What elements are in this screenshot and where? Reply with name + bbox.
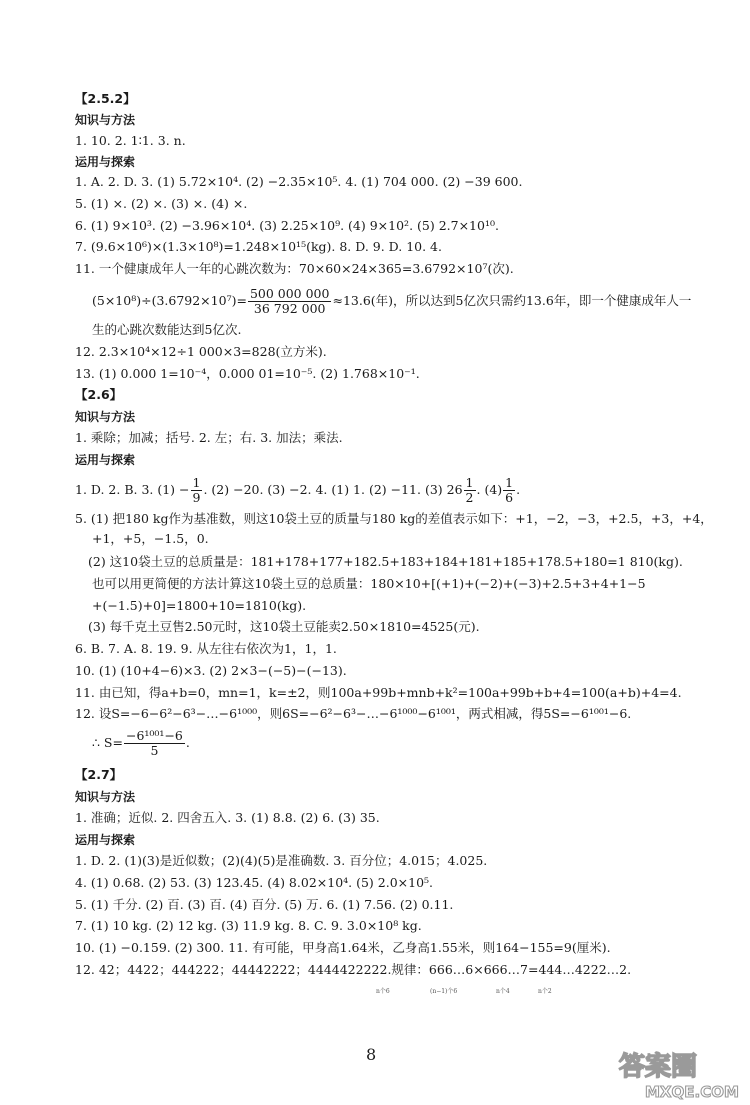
expression-part: . (2) −20. (3) −2. 4. (1) 1. (2) −11. (3) 26 [203,482,463,497]
fraction-denominator: 5 [150,743,159,758]
fraction-denominator: 6 [505,490,514,505]
answer-line: 7. (1) 10 kg. (2) 12 kg. (3) 11.9 kg. 8. C. 9. 3.0×10⁸ kg. [75,918,422,933]
fraction-numerator: 500 000 000 [249,286,330,301]
subsection-title: 知识与方法 [75,790,136,804]
subsection-title: 知识与方法 [75,113,136,127]
answer-line-with-fractions: 1. D. 2. B. 3. (1) − $\frac{1}{9}$ . (2) −20. (3) −2. 4. (1) 1. (2) −11. (3) 26 $\frac{1}{2}$ . (4) $\frac{1}{6}$ . [75,475,521,505]
fraction [124,729,185,758]
answer-line: 13. (1) 0.000 1=10⁻⁴，0.000 01=10⁻⁵. (2) 1.768×10⁻¹. [75,366,420,381]
section-title-2-7: 【2.7】 [75,767,123,782]
expression-rest: ≈13.6(年)，所以达到5亿次只需约13.6年，即一个健康成年人一 [332,293,692,308]
answer-line: 7. (9.6×10⁶)×(1.3×10⁸)=1.248×10¹⁵(kg). 8. D. 9. D. 10. 4. [75,239,442,254]
answer-line: 10. (1) −0.159. (2) 300. 11. 有可能，甲身高1.64米，乙身高1.55米，则164−155=9(厘米). [75,940,611,955]
fraction-denominator: 2 [465,490,474,505]
watermark-logo [615,1045,745,1103]
answer-line: 1. 乘除；加减；括号. 2. 左；右. 3. 加法；乘法. [75,430,343,445]
answer-line: 5. (1) ×. (2) ×. (3) ×. (4) ×. [75,196,248,211]
answer-line: 4. (1) 0.68. (2) 53. (3) 123.45. (4) 8.02×10⁴. (5) 2.0×10⁵. [75,875,434,890]
answer-line: 5. (1) 千分. (2) 百. (3) 百. (4) 百分. (5) 万. 6. (1) 7.56. (2) 0.11. [75,897,454,912]
answer-line: 1. D. 2. (1)(3)是近似数；(2)(4)(5)是准确数. 3. 百分位；4.015；4.025. [75,853,488,868]
fraction-numerator: 1 [465,475,474,490]
expression-part: ∴ S= [92,735,123,750]
brace-note: (n−1)个6 [430,988,458,995]
fraction-denominator: 9 [192,490,201,505]
answer-line-with-fraction [92,284,691,318]
section-title-2-5-2: 【2.5.2】 [75,91,136,106]
subsection-title: 运用与探索 [75,453,136,467]
answer-line: 5. (1) 把180 kg作为基准数，则这10袋土豆的质量与180 kg的差值表示如下：+1，−2，−3，+2.5，+3，+4， [75,511,713,526]
answer-line: 也可以用更简便的方法计算这10袋土豆的总质量：180×10+[(+1)+(−2)+(−3)+2.5+3+4+1−5 [92,576,646,591]
fraction-denominator: 36 792 000 [253,301,326,316]
answer-line: 12. 2.3×10⁴×12÷1 000×3=828(立方米). [75,344,327,359]
answer-line: 11. 由已知，得a+b=0，mn=1，k=±2，则100a+99b+mnb+k²=100a+99b+b+4=100(a+b)+4=4. [75,685,682,700]
answer-line: 12. 42；4422；444222；44442222；4444422222.规律：666…6×666…7=444…4222…2. [75,962,632,977]
answer-line: 1. 准确；近似. 2. 四舍五入. 3. (1) 8.8. (2) 6. (3) 35. [75,810,380,825]
brace-note: n个4 [496,988,510,995]
watermark-text: 答案圈 [619,1052,698,1082]
answer-line: (2) 这10袋土豆的总质量是：181+178+177+182.5+183+184+181+185+178.5+180=1 810(kg). [88,554,683,569]
answer-line: (3) 每千克土豆售2.50元时，这10袋土豆能卖2.50×1810=4525(元). [88,619,480,634]
watermark-domain: MXQE.COM [645,1083,739,1101]
fraction-numerator: −6¹⁰⁰¹−6 [125,728,183,743]
answer-line: 1. A. 2. D. 3. (1) 5.72×10⁴. (2) −2.35×10⁵. 4. (1) 704 000. (2) −39 600. [75,174,523,189]
fraction [464,476,476,505]
answer-line: 1. 10. 2. 1∶1. 3. n. [75,133,186,148]
page-number: 8 [366,1045,377,1064]
expression-prefix: (5×10⁸)÷(3.6792×10⁷)= [92,293,247,308]
section-title-2-6: 【2.6】 [75,387,123,402]
fraction [248,287,332,316]
answer-line: +1，+5，−1.5，0. [92,531,209,546]
subsection-title: 运用与探索 [75,155,136,169]
brace-note: n个6 [376,988,390,995]
fraction [503,476,515,505]
answer-line: 10. (1) (10+4−6)×3. (2) 2×3−(−5)−(−13). [75,663,347,678]
expression-suffix: . [185,735,190,750]
answer-line: 11. 一个健康成年人一年的心跳次数为：70×60×24×365=3.6792×10⁷(次). [75,261,514,276]
answer-line: 生的心跳次数能达到5亿次. [92,322,242,337]
brace-note: n个2 [538,988,552,995]
subsection-title: 运用与探索 [75,833,136,847]
fraction-numerator: 1 [192,475,201,490]
answer-line: 12. 设S=−6−6²−6³−…−6¹⁰⁰⁰，则6S=−6²−6³−…−6¹⁰⁰⁰−6¹⁰⁰¹，两式相减，得5S=−6¹⁰⁰¹−6. [75,706,632,721]
expression-part: 1. D. 2. B. 3. (1) − [75,482,190,497]
subsection-title: 知识与方法 [75,410,136,424]
fraction [191,476,203,505]
answer-line: 6. (1) 9×10³. (2) −3.96×10⁴. (3) 2.25×10⁹. (4) 9×10². (5) 2.7×10¹⁰. [75,218,499,233]
expression-part: . (4) [476,482,503,497]
answer-line: 6. B. 7. A. 8. 19. 9. 从左往右依次为1，1，1. [75,641,337,656]
answer-line-with-fraction [92,726,190,760]
fraction-numerator: 1 [505,475,514,490]
answer-line: +(−1.5)+0]=1800+10=1810(kg). [92,598,307,613]
